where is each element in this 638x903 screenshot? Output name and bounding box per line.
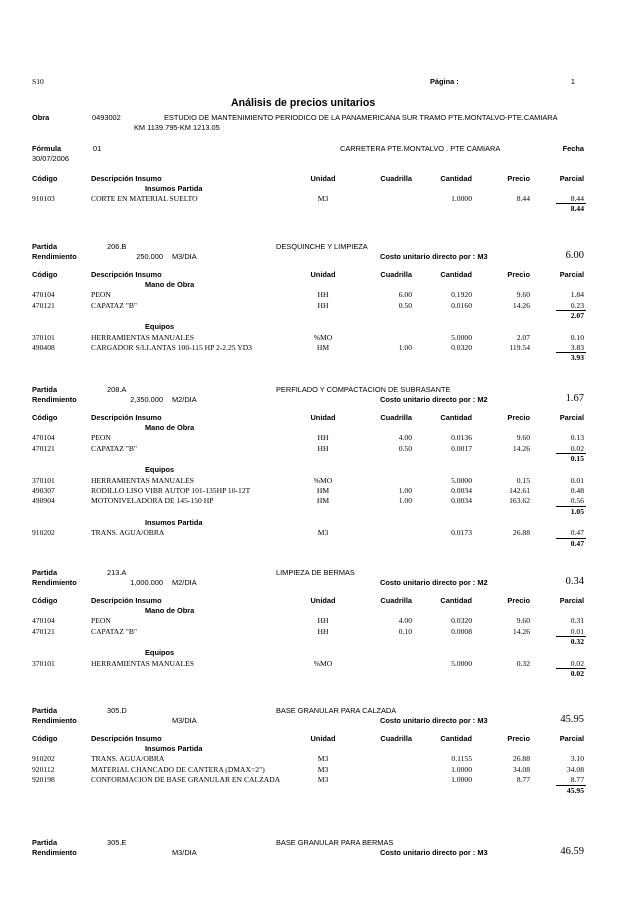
row-description: CONFORMACION DE BASE GRANULAR EN CALZADA (91, 775, 281, 785)
fecha-value: 30/07/2006 (32, 154, 69, 163)
row-cuadrilla: 0.10 (398, 626, 412, 636)
col-unidad: Unidad (310, 596, 336, 605)
col-cantidad: Cantidad (440, 596, 472, 605)
row-cantidad: 0.0034 (451, 486, 472, 495)
row-unit: HM (316, 496, 330, 506)
col-parcial: Parcial (559, 734, 584, 743)
col-codigo: Código (32, 413, 58, 422)
partida-label: Partida (32, 706, 58, 715)
row-unit: HH (317, 433, 329, 443)
rendimiento-label: Rendimiento (32, 395, 77, 404)
row-code: 470104 (32, 290, 55, 300)
row-code: 910202 (32, 528, 55, 538)
col-unidad: Unidad (310, 413, 336, 422)
col-precio: Precio (507, 270, 530, 279)
col-cuadrilla: Cuadrilla (380, 413, 412, 422)
costo-label-text: Costo unitario directo por : (380, 252, 478, 261)
row-code: 490408 (32, 343, 55, 352)
row-code: 910202 (32, 754, 55, 764)
rendimiento-unit: M3/DIA (172, 716, 197, 725)
rendimiento-value: 1,000.000 (130, 578, 163, 587)
col-unidad: Unidad (310, 734, 336, 743)
group-heading: Mano de Obra (145, 280, 195, 289)
rendimiento-label: Rendimiento (32, 252, 77, 261)
row-precio: 9.60 (516, 616, 530, 626)
row-description: MOTONIVELADORA DE 145-150 HP (91, 496, 214, 506)
row-code: 470121 (32, 443, 55, 453)
rendimiento-label: Rendimiento (32, 578, 77, 587)
costo-label (380, 395, 488, 404)
row-unit: %MO (313, 332, 333, 342)
group-heading: Equipos (145, 648, 175, 658)
col-precio: Precio (507, 734, 530, 743)
group-subtotal: 45.95 (566, 785, 584, 795)
costo-value: 0.34 (565, 576, 584, 587)
row-cuadrilla: 6.00 (398, 290, 412, 300)
row-precio: 8.77 (516, 775, 530, 785)
partida-description: LIMPIEZA DE BERMAS (276, 568, 355, 577)
row-description: TRANS. AGUA/OBRA (91, 528, 165, 538)
row-precio: 26.88 (512, 754, 530, 764)
row-code: 370101 (32, 475, 55, 485)
row-code: 920112 (32, 764, 55, 774)
row-precio: 0.15 (516, 475, 530, 485)
group-subtotal: 0.32 (570, 637, 584, 647)
row-code: 470121 (32, 300, 55, 310)
group-subtotal: 0.02 (570, 669, 584, 678)
rendimiento-unit: M3/DIA (172, 252, 197, 261)
row-precio: 14.26 (512, 300, 530, 310)
row-unit: M3 (317, 754, 329, 764)
col-cuadrilla: Cuadrilla (380, 270, 412, 279)
group-heading: Mano de Obra (145, 423, 195, 432)
row-unit: M3 (317, 775, 329, 785)
rendimiento-label: Rendimiento (32, 716, 77, 725)
rendimiento-unit: M2/DIA (172, 395, 197, 404)
col-cantidad: Cantidad (440, 413, 472, 422)
group-heading: Equipos (145, 322, 175, 332)
col-cantidad: Cantidad (440, 270, 472, 279)
col-cantidad: Cantidad (440, 734, 472, 743)
row-unit: HH (317, 443, 329, 453)
costo-unit: M3 (477, 716, 488, 725)
costo-label (380, 252, 488, 261)
row-cantidad: 5.0000 (451, 475, 472, 485)
col-codigo: Código (32, 174, 58, 183)
row-description: HERRAMIENTAS MANUALES (91, 475, 194, 485)
row-parcial: 1.84 (570, 290, 584, 300)
group-subtotal: 0.15 (570, 454, 584, 464)
rendimiento-value: 2,350.000 (130, 395, 163, 404)
row-precio: 26.88 (512, 528, 530, 538)
row-cuadrilla: 0.50 (398, 443, 412, 453)
row-code: 470121 (32, 626, 55, 636)
row-parcial: 0.13 (570, 433, 584, 443)
group-heading: Equipos (145, 465, 175, 475)
page-title: Análisis de precios unitarios (231, 97, 376, 109)
row-code: 370101 (32, 658, 55, 668)
row-cantidad: 0.0173 (451, 528, 472, 538)
costo-value: 1.67 (565, 393, 584, 404)
col-cuadrilla: Cuadrilla (380, 174, 412, 183)
group-subtotal: 8.44 (570, 204, 584, 213)
row-unit: %MO (313, 475, 333, 485)
partida-description: DESQUINCHE Y LIMPIEZA (276, 242, 368, 251)
row-parcial: 0.47 (570, 528, 584, 538)
col-parcial: Parcial (559, 270, 584, 279)
obra-description-2: KM 1139.795-KM 1213.05 (134, 123, 220, 132)
partida-label: Partida (32, 568, 58, 577)
row-unit: %MO (313, 658, 333, 668)
row-description: HERRAMIENTAS MANUALES (91, 658, 194, 668)
row-unit: HH (317, 290, 329, 300)
group-heading: Insumos Partida (145, 184, 203, 193)
row-description: PEON (91, 290, 111, 300)
rendimiento-label: Rendimiento (32, 848, 77, 857)
row-parcial: 0.01 (570, 626, 584, 636)
row-parcial: 0.10 (570, 332, 584, 342)
formula-description: CARRETERA PTE.MONTALVO . PTE CAMIARA (340, 144, 501, 153)
row-precio: 8.44 (516, 194, 530, 203)
row-cantidad: 0.1155 (451, 754, 472, 764)
row-unit: M3 (317, 528, 329, 538)
row-code: 490307 (32, 486, 55, 495)
row-precio: 142.61 (509, 486, 530, 495)
partida-code: 213.A (107, 568, 127, 577)
row-cantidad: 1.0000 (451, 764, 472, 774)
row-description: CAPATAZ "B" (91, 626, 138, 636)
rendimiento-unit: M2/DIA (172, 578, 197, 587)
row-parcial: 3.10 (570, 754, 584, 764)
row-description: PEON (91, 616, 111, 626)
row-cantidad: 0.0034 (451, 496, 472, 506)
row-cuadrilla: 1.00 (398, 496, 412, 506)
row-code: 470104 (32, 616, 55, 626)
costo-unit: M3 (477, 252, 488, 261)
row-code: 490904 (32, 496, 55, 506)
row-cantidad: 0.0136 (451, 433, 472, 443)
costo-label (380, 848, 488, 857)
col-descripcion: Descripción Insumo (91, 270, 162, 279)
col-parcial: Parcial (559, 174, 584, 183)
partida-label: Partida (32, 838, 58, 847)
group-subtotal: 0.47 (570, 538, 584, 548)
row-unit: M3 (317, 764, 329, 774)
formula-label: Fórmula (32, 144, 62, 153)
row-cantidad: 1.0000 (451, 194, 472, 203)
col-descripcion: Descripción Insumo (91, 413, 162, 422)
partida-description: BASE GRANULAR PARA CALZADA (276, 706, 397, 715)
costo-label (380, 716, 488, 725)
costo-label-text: Costo unitario directo por : (380, 716, 478, 725)
group-subtotal: 2.07 (570, 311, 584, 321)
row-description: MATERIAL CHANCADO DE CANTERA (DMAX=2") (91, 764, 265, 774)
col-cuadrilla: Cuadrilla (380, 596, 412, 605)
col-descripcion: Descripción Insumo (91, 174, 162, 183)
row-description: CARGADOR S/LLANTAS 100-115 HP 2-2.25 YD3 (91, 343, 252, 352)
group-heading: Insumos Partida (145, 744, 203, 753)
partida-code: 208.A (107, 385, 127, 394)
costo-label-text: Costo unitario directo por : (380, 848, 478, 857)
row-cuadrilla: 0.50 (398, 300, 412, 310)
row-cantidad: 0.0320 (451, 343, 472, 352)
row-unit: HH (317, 626, 329, 636)
costo-label-text: Costo unitario directo por : (380, 578, 478, 587)
row-cantidad: 0.0017 (451, 443, 472, 453)
col-precio: Precio (507, 174, 530, 183)
row-cuadrilla: 4.00 (398, 616, 412, 626)
row-parcial: 0.01 (570, 475, 584, 485)
row-description: CAPATAZ "B" (91, 443, 138, 453)
rendimiento-unit: M3/DIA (172, 848, 197, 857)
costo-unit: M2 (477, 578, 488, 587)
row-code: 470104 (32, 433, 55, 443)
costo-value: 46.59 (560, 846, 584, 857)
row-description: HERRAMIENTAS MANUALES (91, 332, 194, 342)
row-precio: 2.07 (516, 332, 530, 342)
row-description: CORTE EN MATERIAL SUELTO (91, 194, 198, 203)
row-cantidad: 5.0000 (451, 658, 472, 668)
col-precio: Precio (507, 413, 530, 422)
costo-value: 45.95 (560, 714, 584, 725)
row-cantidad: 5.0000 (451, 332, 472, 342)
obra-description: ESTUDIO DE MANTENIMIENTO PERIODICO DE LA PANAMERICANA SUR TRAMO PTE.MONTALVO-PTE.CAMIARA (164, 113, 558, 122)
col-codigo: Código (32, 734, 58, 743)
row-unit: HH (317, 300, 329, 310)
row-description: TRANS. AGUA/OBRA (91, 754, 165, 764)
partida-code: 206.B (107, 242, 127, 251)
group-subtotal: 3.93 (570, 353, 584, 363)
row-parcial: 0.56 (570, 496, 584, 506)
row-cantidad: 0.0320 (451, 616, 472, 626)
row-precio: 9.60 (516, 433, 530, 443)
col-codigo: Código (32, 596, 58, 605)
partida-code: 305.E (107, 838, 127, 847)
row-cantidad: 0.0008 (451, 626, 472, 636)
col-unidad: Unidad (310, 174, 336, 183)
page-number: 1 (570, 77, 575, 86)
partida-label: Partida (32, 242, 58, 251)
row-cuadrilla: 4.00 (398, 433, 412, 443)
row-unit: HH (317, 616, 329, 626)
partida-label: Partida (32, 385, 58, 394)
costo-unit: M3 (477, 848, 488, 857)
row-cuadrilla: 1.00 (398, 486, 412, 495)
fecha-label: Fecha (562, 144, 584, 153)
col-unidad: Unidad (310, 270, 336, 279)
row-parcial: 0.31 (570, 616, 584, 626)
row-precio: 34.08 (512, 764, 530, 774)
row-precio: 0.32 (516, 658, 530, 668)
costo-label (380, 578, 488, 587)
partida-description: BASE GRANULAR PARA BERMAS (276, 838, 394, 847)
group-heading: Insumos Partida (145, 517, 203, 527)
col-cantidad: Cantidad (440, 174, 472, 183)
costo-value: 6.00 (565, 250, 584, 261)
row-unit: HM (316, 486, 330, 495)
row-unit: HM (316, 343, 330, 352)
row-parcial: 34.08 (566, 764, 584, 774)
row-precio: 163.62 (509, 496, 530, 506)
formula-value: 01 (93, 144, 102, 153)
rendimiento-value: 250.000 (136, 252, 163, 261)
partida-code: 305.D (107, 706, 127, 715)
row-description: PEON (91, 433, 111, 443)
col-descripcion: Descripción Insumo (91, 734, 162, 743)
row-cantidad: 1.0000 (451, 775, 472, 785)
obra-label: Obra (32, 113, 50, 122)
row-precio: 119.54 (509, 343, 530, 352)
row-precio: 14.26 (512, 626, 530, 636)
col-parcial: Parcial (559, 596, 584, 605)
costo-unit: M2 (477, 395, 488, 404)
col-precio: Precio (507, 596, 530, 605)
group-heading: Mano de Obra (145, 606, 195, 615)
row-parcial: 0.48 (570, 486, 584, 495)
page-label: Página : (430, 77, 459, 86)
row-parcial: 8.44 (570, 194, 584, 203)
costo-label-text: Costo unitario directo por : (380, 395, 478, 404)
col-parcial: Parcial (559, 413, 584, 422)
row-cantidad: 0.0160 (451, 300, 472, 310)
row-precio: 9.60 (516, 290, 530, 300)
col-descripcion: Descripción Insumo (91, 596, 162, 605)
row-parcial: 8.77 (570, 775, 584, 785)
obra-code: 0493002 (92, 113, 121, 122)
row-unit: M3 (317, 194, 329, 203)
col-cuadrilla: Cuadrilla (380, 734, 412, 743)
row-parcial: 3.83 (570, 343, 584, 352)
row-cantidad: 0.1920 (451, 290, 472, 300)
partida-description: PERFILADO Y COMPACTACION DE SUBRASANTE (276, 385, 451, 394)
col-codigo: Código (32, 270, 58, 279)
row-code: 910103 (32, 194, 55, 203)
row-description: CAPATAZ "B" (91, 300, 138, 310)
row-precio: 14.26 (512, 443, 530, 453)
row-parcial: 0.23 (570, 300, 584, 310)
row-code: 920198 (32, 775, 55, 785)
report-code: S10 (32, 77, 44, 86)
row-parcial: 0.02 (570, 443, 584, 453)
row-parcial: 0.02 (570, 658, 584, 668)
row-cuadrilla: 1.00 (398, 343, 412, 352)
row-code: 370101 (32, 332, 55, 342)
group-subtotal: 1.05 (570, 506, 584, 516)
row-description: RODILLO LISO VIBR AUTOP 101-135HP 10-12T (91, 486, 251, 495)
